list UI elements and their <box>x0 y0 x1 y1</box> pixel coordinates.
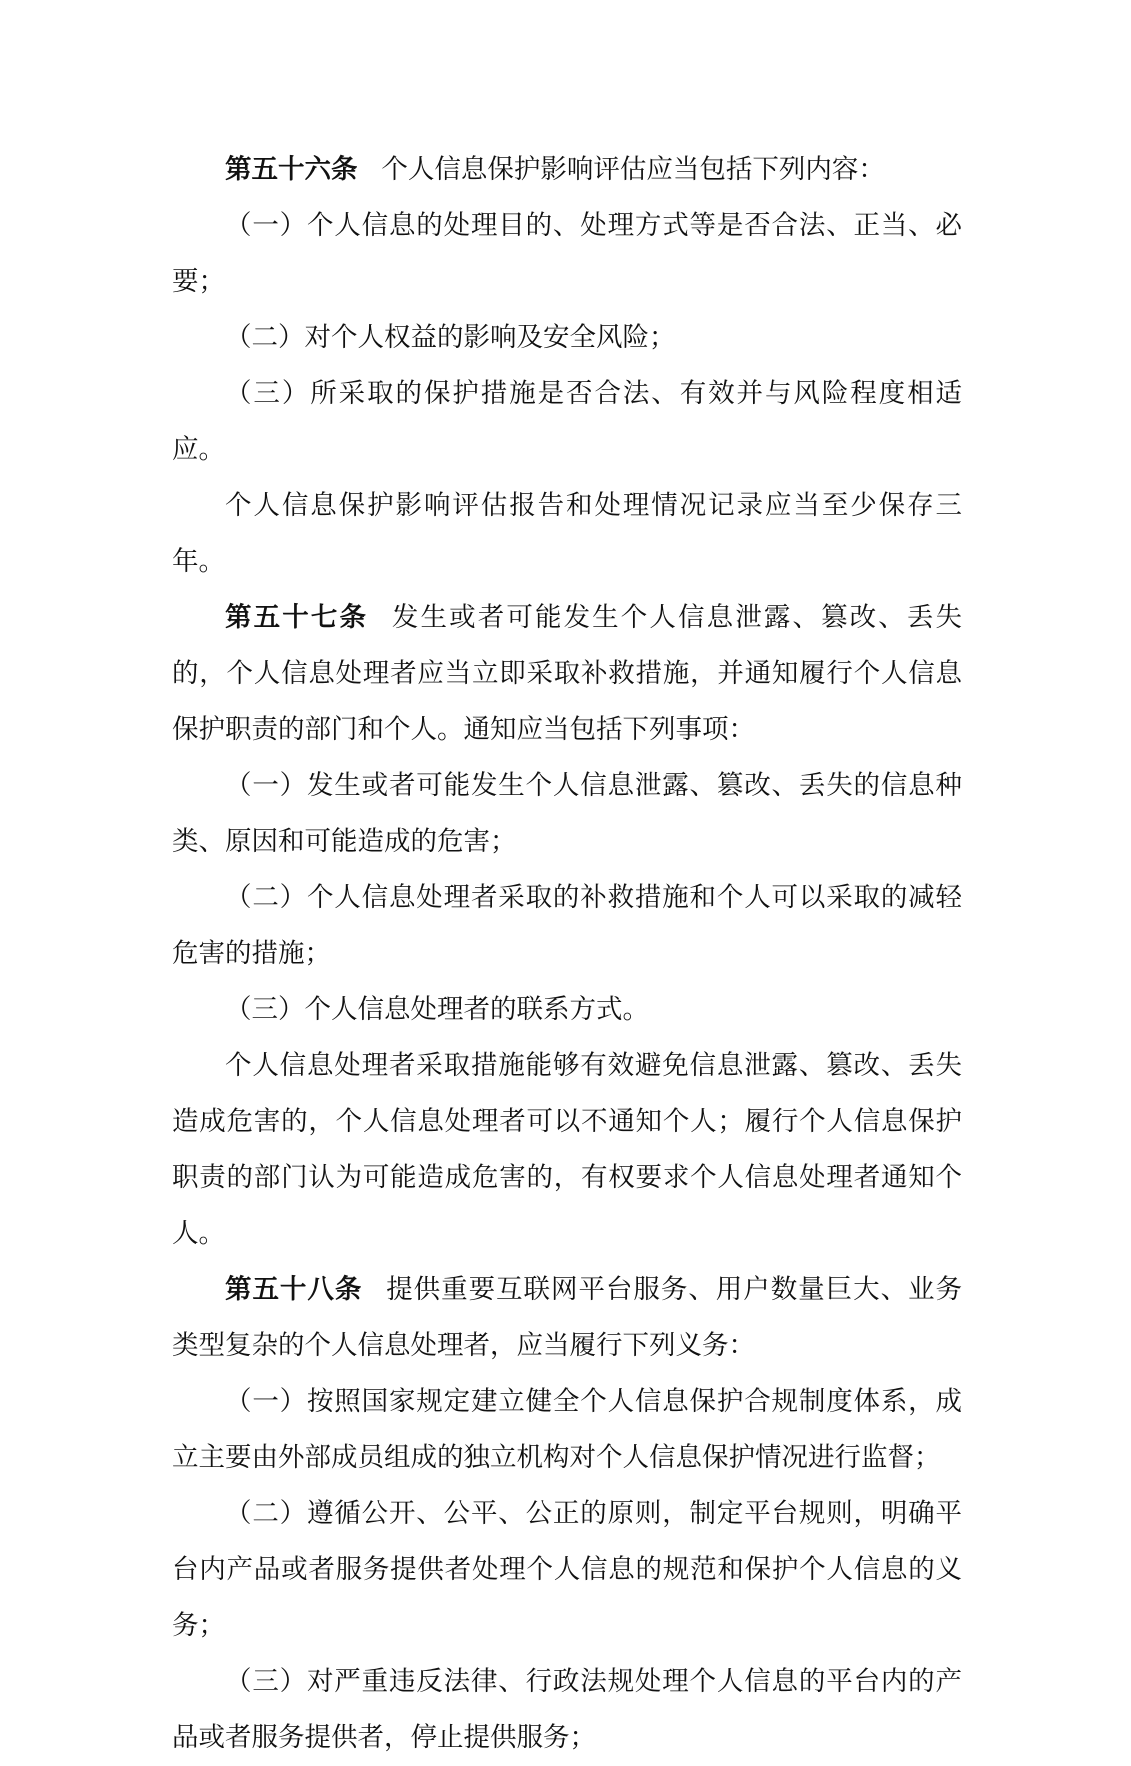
paragraph <box>172 1038 962 1262</box>
paragraph-text: （一）个人信息的处理目的、处理方式等是否合法、正当、必要； <box>172 210 962 297</box>
list-item <box>172 198 962 310</box>
article-57 <box>172 590 962 758</box>
article-text: 发生或者可能发生个人信息泄露、篡改、丢失的，个人信息处理者应当立即采取补救措施，并通知履行个人信息保护职责的部门和个人。通知应当包括下列事项： <box>172 602 963 745</box>
paragraph <box>172 478 962 590</box>
paragraph-text: （二）遵循公开、公平、公正的原则，制定平台规则，明确平台内产品或者服务提供者处理个人信息的规范和保护个人信息的义务； <box>172 1498 962 1641</box>
list-item <box>172 870 962 982</box>
article-56 <box>172 142 962 198</box>
article-label: 第五十七条 <box>225 602 369 633</box>
list-item <box>172 310 962 366</box>
paragraph-text: 个人信息保护影响评估报告和处理情况记录应当至少保存三年。 <box>172 490 962 577</box>
paragraph-text: （一）发生或者可能发生个人信息泄露、篡改、丢失的信息种类、原因和可能造成的危害； <box>172 770 962 857</box>
article-text: 个人信息保护影响评估应当包括下列内容： <box>381 154 885 185</box>
paragraph-text: （三）所采取的保护措施是否合法、有效并与风险程度相适应。 <box>172 378 962 465</box>
article-text: 提供重要互联网平台服务、用户数量巨大、业务类型复杂的个人信息处理者，应当履行下列义务： <box>172 1274 963 1361</box>
list-item <box>172 1486 962 1654</box>
list-item <box>172 366 962 478</box>
article-58 <box>172 1262 962 1374</box>
paragraph-text: （二）对个人权益的影响及安全风险； <box>225 322 676 353</box>
article-label: 第五十八条 <box>225 1274 363 1305</box>
list-item <box>172 1374 962 1486</box>
paragraph-text: （三）个人信息处理者的联系方式。 <box>225 994 649 1025</box>
list-item <box>172 982 962 1038</box>
article-label: 第五十六条 <box>225 154 358 185</box>
document-body <box>172 142 962 1766</box>
paragraph-text: 个人信息处理者采取措施能够有效避免信息泄露、篡改、丢失造成危害的，个人信息处理者可以不通知个人；履行个人信息保护职责的部门认为可能造成危害的，有权要求个人信息处理者通知个人。 <box>172 1050 962 1249</box>
paragraph-text: （二）个人信息处理者采取的补救措施和个人可以采取的减轻危害的措施； <box>172 882 962 969</box>
paragraph-text: （三）对严重违反法律、行政法规处理个人信息的平台内的产品或者服务提供者，停止提供服务； <box>172 1666 962 1753</box>
paragraph-text: （一）按照国家规定建立健全个人信息保护合规制度体系，成立主要由外部成员组成的独立机构对个人信息保护情况进行监督； <box>172 1386 962 1473</box>
list-item <box>172 758 962 870</box>
list-item <box>172 1654 962 1766</box>
